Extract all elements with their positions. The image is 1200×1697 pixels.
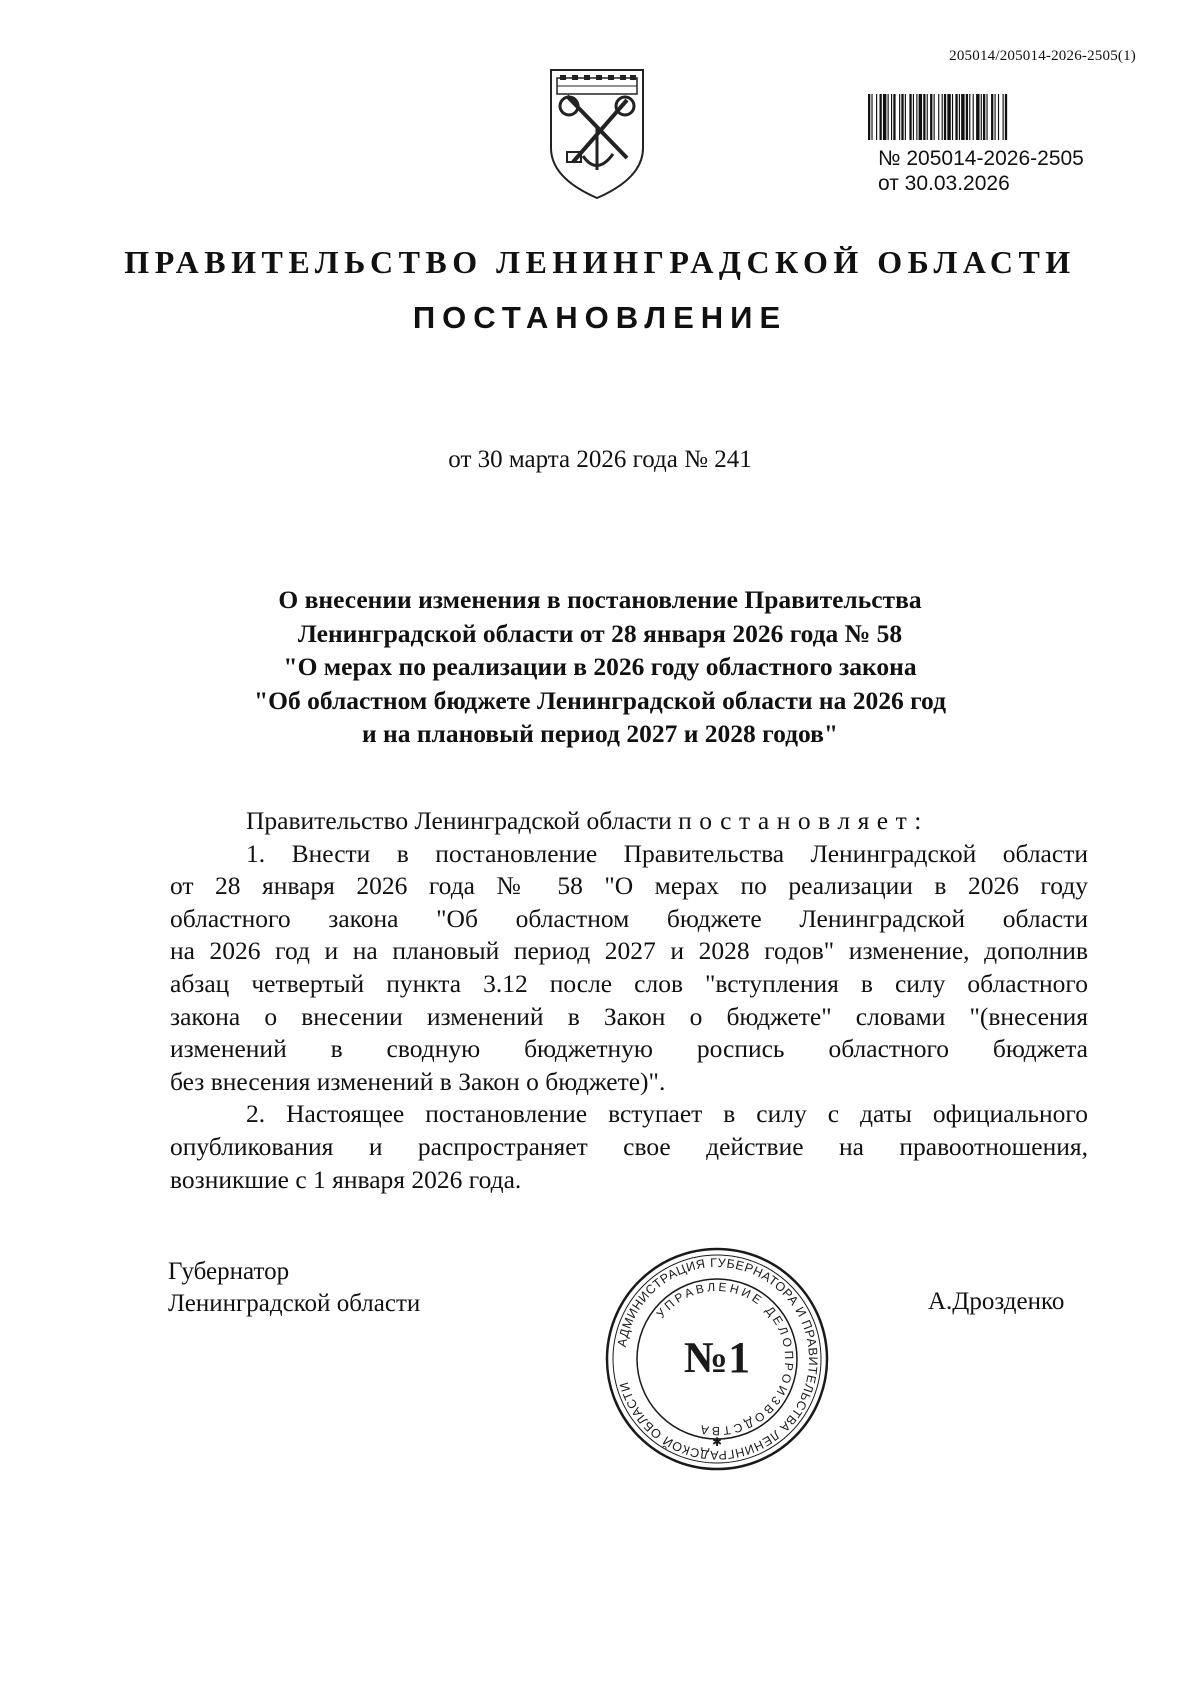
barcode [866,94,1124,140]
barcode-bar [888,94,889,140]
document-type: ПОСТАНОВЛЕНИЕ [412,300,788,335]
barcode-bar [966,94,968,140]
registration-number: № 205014-2026-2505 [878,147,1084,170]
barcode-bar [919,94,922,140]
body-line: на 2026 год и на плановый период 2027 и 2028 годов" изменение, дополнив [170,936,1088,966]
barcode-bar [944,94,946,140]
barcode-bar [934,94,935,140]
barcode-bar [983,94,985,140]
subject-line: "О мерах по реализации в 2026 году областного закона [283,652,917,681]
barcode-bar [1005,94,1007,140]
position-line: Ленинградской области [168,1290,421,1317]
body-line: от 28 января 2026 года № 58 "О мерах по реализации в 2026 году [170,871,1088,901]
official-seal-stamp [604,1246,830,1472]
government-title: ПРАВИТЕЛЬСТВО ЛЕНИНГРАДСКОЙ ОБЛАСТИ [124,244,1076,280]
barcode-bar [1003,94,1004,140]
intro-prefix: Правительство Ленинградской области [246,806,679,835]
intro-verb: постановляет: [678,806,929,835]
barcode-bar [871,94,872,140]
body-line: абзац четвертый пункта 3.12 после слов "вступления в силу областного [170,968,1088,998]
intro-line [170,805,1088,838]
barcode-bar [959,94,960,140]
document-body [170,805,1088,1196]
body-line: изменений в сводную бюджетную роспись областного бюджета [170,1034,1088,1064]
barcode-bar [868,94,870,140]
seal-star-icon: ✱ [711,1435,723,1449]
barcode-graphic [866,94,1124,140]
signatory-name: А.Дрозденко [928,1288,1065,1315]
document-date-number: от 30 марта 2026 года № 241 [448,446,752,473]
barcode-bar [976,94,979,140]
signatory-position [168,1256,420,1320]
barcode-bar [930,94,932,140]
barcode-bar [893,94,895,140]
coat-of-arms-emblem [545,66,649,200]
seal-outer-text: АДМИНИСТРАЦИЯ ГУБЕРНАТОРА И ПРАВИТЕЛЬСТВА ЛЕНИНГРАДСКОЙ ОБЛАСТИ [614,1255,821,1463]
seal-inner-text: УПРАВЛЕНИЕ ДЕЛОПРОИЗВОДСТВА [653,1279,797,1439]
barcode-bar [923,94,925,140]
subject-line: и на плановый период 2027 и 2028 годов" [361,719,839,748]
subject-line: Ленинградской области от 28 января 2026 года № 58 [297,618,903,648]
barcode-bar [955,94,957,140]
barcode-bar [927,94,928,140]
barcode-bar [998,94,999,140]
barcode-bar [883,94,886,140]
barcode-bar [913,94,914,140]
barcode-bar [909,94,911,140]
barcode-bar [961,94,964,140]
subject-line: "Об областном бюджете Ленинградской области на 2026 год [254,685,946,715]
barcode-bar [876,94,877,140]
top-reference: 205014/205014-2026-2505(1) [949,48,1136,64]
barcode-bar [981,94,982,140]
seal-icon [604,1246,830,1472]
barcode-bar [905,94,906,140]
body-line: 2. Настоящее постановление вступает в силу с даты официального [246,1099,1088,1129]
barcode-bar [991,94,993,140]
position-line: Губернатор [168,1258,290,1285]
barcode-bar [986,94,987,140]
barcode-bar [891,94,892,140]
seal-number: №1 [683,1333,751,1382]
body-line: опубликования и распространяет свое действие на правоотношения, [170,1131,1088,1161]
registration-block [878,146,1084,196]
barcode-bar [995,94,996,140]
barcode-bar [969,94,970,140]
barcode-bar [916,94,917,140]
body-line: закона о внесении изменений в Закон о бюджете" словами "(внесения [170,1001,1088,1031]
barcode-bar [901,94,903,140]
body-line: 1. Внести в постановление Правительства Ленинградской области [246,838,1088,868]
barcode-bar [973,94,974,140]
document-subject [0,583,1200,751]
barcode-bar [938,94,939,140]
body-line: областного закона "Об областном бюджете Ленинградской области [170,903,1088,933]
body-line: возникшие с 1 января 2026 года. [170,1164,522,1194]
barcode-bar [880,94,882,140]
subject-line: О внесении изменения в постановление Правительства [278,585,922,614]
registration-date: от 30.03.2026 [878,172,1010,195]
body-line: без внесения изменений в Закон о бюджете)". [170,1066,666,1096]
barcode-bar [899,94,900,140]
barcode-bar [942,94,943,140]
barcode-bar [952,94,953,140]
coat-of-arms-icon [545,66,649,200]
barcode-bar [947,94,950,140]
